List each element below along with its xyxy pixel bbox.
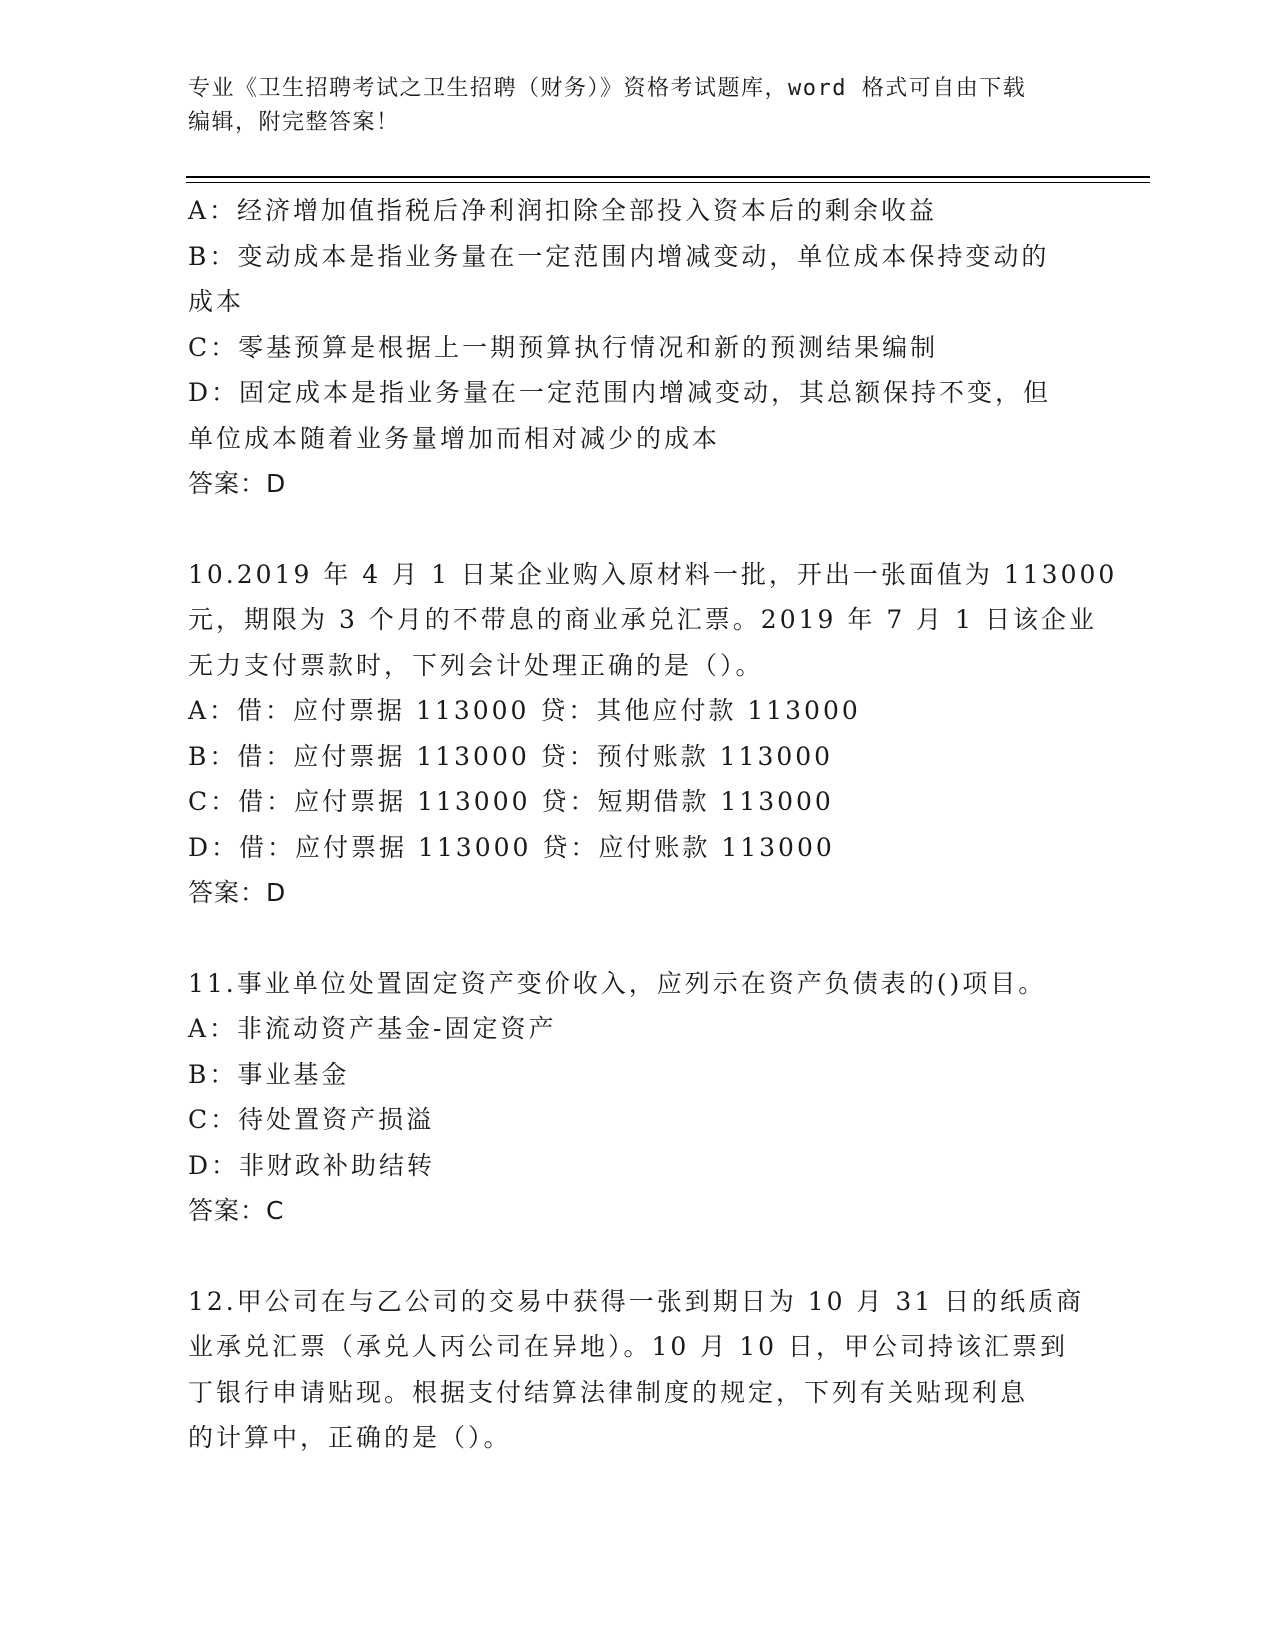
option-b: B：变动成本是指业务量在一定范围内增减变动，单位成本保持变动的 (188, 241, 1050, 271)
option-c: C：零基预算是根据上一期预算执行情况和新的预测结果编制 (188, 332, 939, 362)
question-content (188, 188, 1118, 1461)
question-12 (188, 1279, 1088, 1461)
option-d-continued: 单位成本随着业务量增加而相对减少的成本 (188, 423, 721, 453)
option-a: A：借：应付票据 113000 贷：其他应付款 113000 (188, 696, 861, 725)
option-c: C：待处置资产损溢 (188, 1105, 435, 1134)
answer-label: 答案：C (188, 1196, 285, 1225)
header-line-2: 编辑，附完整答案！ (188, 110, 400, 135)
document-header (188, 72, 1068, 140)
answer-label: 答案：D (188, 469, 287, 498)
header-line-1: 专业《卫生招聘考试之卫生招聘（财务）》资格考试题库，word 格式可自由下载 (188, 76, 1027, 101)
spacer (188, 507, 1088, 552)
spacer (188, 1234, 1088, 1279)
question-stem-line: 元，期限为 3 个月的不带息的商业承兑汇票。2019 年 7 月 1 日该企业 (188, 605, 1097, 634)
question-stem-line: 12.甲公司在与乙公司的交易中获得一张到期日为 10 月 31 日的纸质商 (188, 1286, 1085, 1316)
question-stem-line: 11.事业单位处置固定资产变价收入，应列示在资产负债表的()项目。 (188, 968, 1047, 998)
question-stem-line: 无力支付票款时，下列会计处理正确的是（）。 (188, 650, 764, 680)
spacer (188, 916, 1088, 961)
question-stem-line: 业承兑汇票（承兑人丙公司在异地）。10 月 10 日，甲公司持该汇票到 (188, 1332, 1068, 1361)
option-a: A：经济增加值指税后净利润扣除全部投入资本后的剩余收益 (188, 196, 938, 225)
header-divider-thin (186, 182, 1150, 183)
option-d: D：固定成本是指业务量在一定范围内增减变动，其总额保持不变，但 (188, 378, 1052, 407)
option-b-continued: 成本 (188, 287, 245, 316)
answer-label: 答案：D (188, 878, 287, 907)
option-a: A：非流动资产基金-固定资产 (188, 1014, 557, 1043)
question-stem-line: 10.2019 年 4 月 1 日某企业购入原材料一批，开出一张面值为 113000 (188, 559, 1118, 589)
question-stem-line: 的计算中，正确的是（）。 (188, 1423, 512, 1452)
question-10 (188, 552, 1118, 916)
option-c: C：借：应付票据 113000 贷：短期借款 113000 (188, 787, 834, 816)
option-d: D：非财政补助结转 (188, 1150, 436, 1180)
prev-question (188, 188, 1088, 507)
question-11 (188, 961, 1088, 1234)
header-divider-thick (186, 176, 1150, 178)
option-b: B：事业基金 (188, 1059, 350, 1089)
option-b: B：借：应付票据 113000 贷：预付账款 113000 (188, 741, 834, 771)
option-d: D：借：应付票据 113000 贷：应付账款 113000 (188, 832, 835, 862)
question-stem-line: 丁银行申请贴现。根据支付结算法律制度的规定，下列有关贴现利息 (188, 1377, 1029, 1407)
